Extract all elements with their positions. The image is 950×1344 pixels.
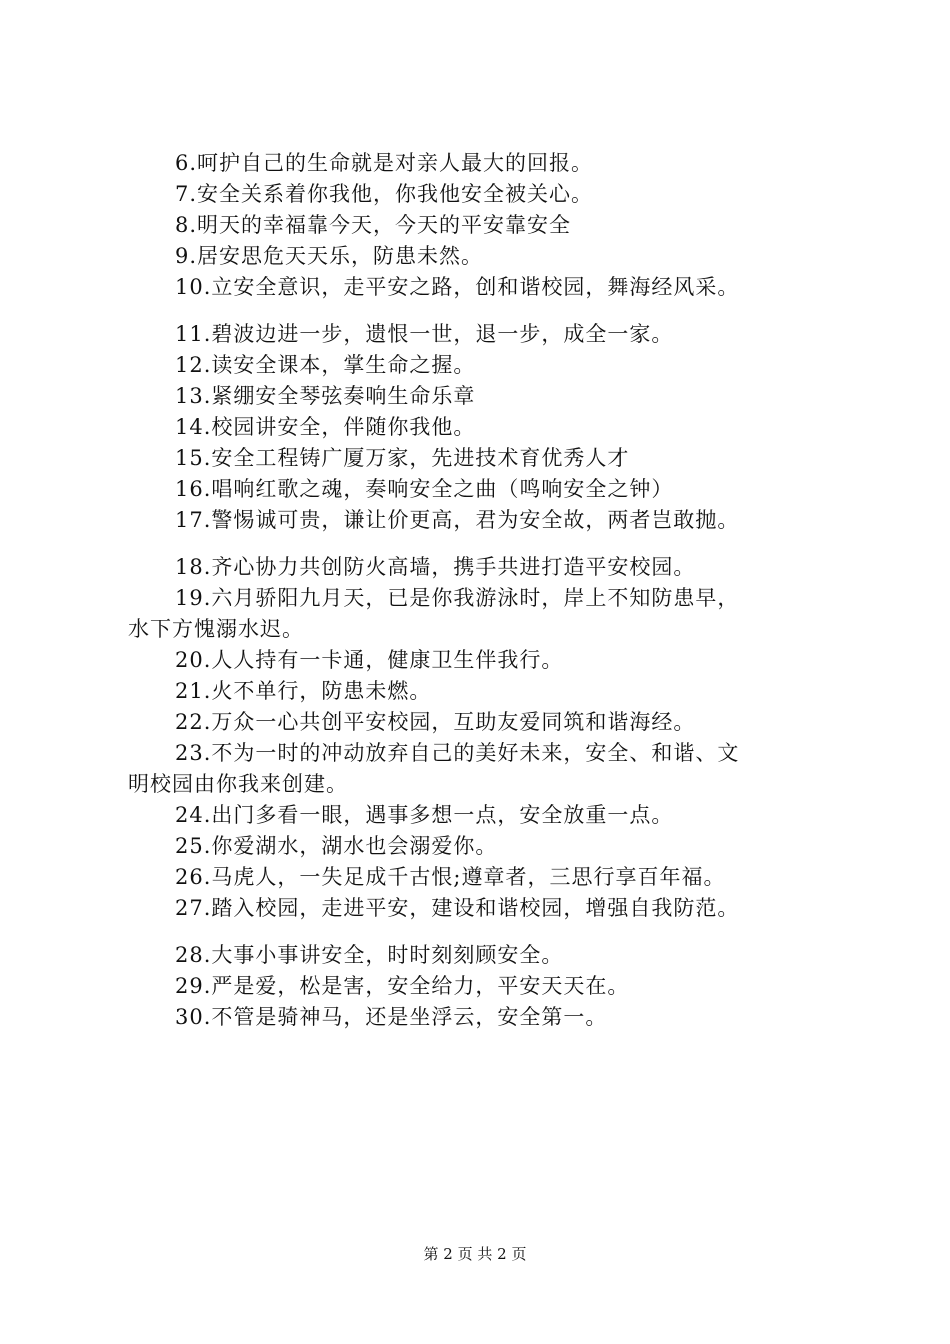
- slogan-line: 15.安全工程铸广厦万家，先进技术育优秀人才: [175, 446, 630, 470]
- slogan-list: [128, 148, 833, 1033]
- slogan-line: 30.不管是骑神马，还是坐浮云，安全第一。: [175, 1005, 608, 1029]
- slogan-group-2: [128, 319, 833, 536]
- slogan-line: 21.火不单行，防患未燃。: [175, 679, 432, 703]
- slogan-line: 20.人人持有一卡通，健康卫生伴我行。: [175, 648, 564, 672]
- slogan-line: 8.明天的幸福靠今天，今天的平安靠安全: [175, 213, 572, 237]
- slogan-line: 19.六月骄阳九月天，已是你我游泳时，岸上不知防患早，: [175, 586, 740, 610]
- page-number-label: 第 2 页 共 2 页: [423, 1245, 527, 1263]
- slogan-line: 17.警惕诚可贵，谦让价更高，君为安全故，两者岂敢抛。: [175, 508, 740, 532]
- slogan-line: 28.大事小事讲安全，时时刻刻顾安全。: [175, 943, 564, 967]
- slogan-group-4: [128, 940, 833, 1033]
- slogan-line: 10.立安全意识，走平安之路，创和谐校园，舞海经风采。: [175, 275, 740, 299]
- slogan-line: 11.碧波边进一步，遗恨一世，退一步，成全一家。: [175, 322, 674, 346]
- group-spacer: [128, 536, 833, 552]
- page-footer: [0, 1244, 950, 1264]
- slogan-line: 29.严是爱，松是害，安全给力，平安天天在。: [175, 974, 630, 998]
- slogan-line: 12.读安全课本，掌生命之握。: [175, 353, 476, 377]
- group-spacer: [128, 303, 833, 319]
- slogan-line: 23.不为一时的冲动放弃自己的美好未来，安全、和谐、文: [175, 741, 740, 765]
- slogan-line: 7.安全关系着你我他，你我他安全被关心。: [175, 182, 594, 206]
- slogan-line: 18.齐心协力共创防火高墙，携手共进打造平安校园。: [175, 555, 696, 579]
- slogan-line-continuation: 明校园由你我来创建。: [128, 772, 348, 796]
- slogan-line: 13.紧绷安全琴弦奏响生命乐章: [175, 384, 476, 408]
- slogan-line: 6.呵护自己的生命就是对亲人最大的回报。: [175, 151, 594, 175]
- slogan-line: 9.居安思危天天乐，防患未然。: [175, 244, 484, 268]
- slogan-line: 25.你爱湖水，湖水也会溺爱你。: [175, 834, 498, 858]
- slogan-line: 24.出门多看一眼，遇事多想一点，安全放重一点。: [175, 803, 674, 827]
- slogan-line-continuation: 水下方愧溺水迟。: [128, 617, 304, 641]
- slogan-line: 27.踏入校园，走进平安，建设和谐校园，增强自我防范。: [175, 896, 740, 920]
- slogan-line: 22.万众一心共创平安校园，互助友爱同筑和谐海经。: [175, 710, 696, 734]
- slogan-group-1: [128, 148, 833, 303]
- slogan-line: 14.校园讲安全，伴随你我他。: [175, 415, 476, 439]
- slogan-line: 26.马虎人，一失足成千古恨;遵章者，三思行享百年福。: [175, 865, 726, 889]
- slogan-group-3: [128, 552, 833, 924]
- slogan-line: 16.唱响红歌之魂，奏响安全之曲（鸣响安全之钟）: [175, 477, 674, 501]
- group-spacer: [128, 924, 833, 940]
